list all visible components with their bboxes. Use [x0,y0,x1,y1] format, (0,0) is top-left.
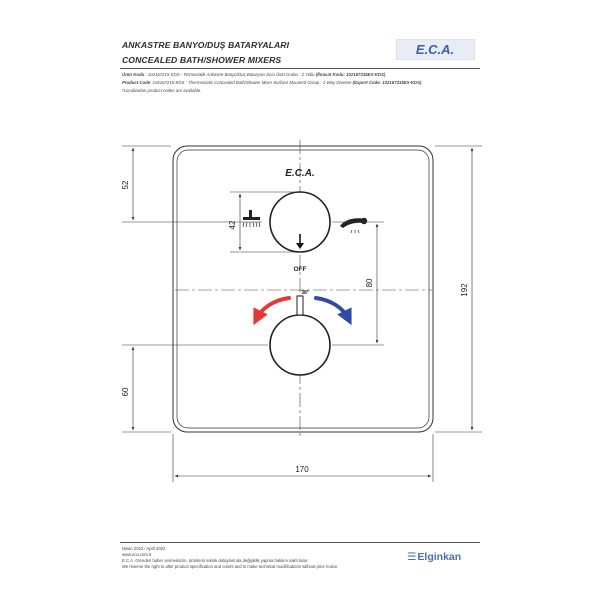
dimension-width-value: 170 [295,465,309,474]
elginkan-mark-icon: ☰ [407,551,417,563]
logo-text: E.C.A. [415,42,455,57]
dimension-width [173,434,433,482]
thermostat-indicator [297,296,303,315]
order-text-en: : 102167215-KDS - Thermostatic Concealed Bath/Shower Mixer Surface Mounted Group - 2 Way Diverter [150,80,352,85]
footer-disclaimer-en: We reserve the right to alter product specification and colors and to make technical modifications without prior notice. [122,564,339,569]
footer-divider [120,542,480,543]
localization-note: *Localization product codes are available. [122,88,202,93]
elginkan-logo [407,551,461,563]
bath-spout-icon [243,210,260,227]
order-label-tr: Ürün Kodu [122,72,145,77]
thermostat-knob [270,315,330,375]
order-label-en: Product Code [122,80,151,85]
off-label: OFF [293,266,307,273]
hot-arrow-icon [257,298,289,318]
dimension-top-value: 52 [121,180,130,190]
export-label-en: (Export Code: 102167315EX-KDS) [352,80,422,85]
dimension-spacing [332,222,384,345]
plate-outer-outline [173,146,433,432]
footer-site: www.eca.com.tr [122,552,152,557]
footer-disclaimer-tr: E.C.A. önceden haber vermeksizin, ürünlerin teknik detaylarında değişiklik yapma hakkını saklı tutar. [122,558,309,563]
title-english: CONCEALED BATH/SHOWER MIXERS [122,55,282,65]
elginkan-text: Elginkan [417,551,462,563]
order-text-tr: : 102167215-KDS - Termostatik Ankastre Banyo/Duş Bataryası Sıva Üstü Grubu - 2 Yollu [144,72,315,77]
dimension-height [435,146,482,432]
dimension-top [121,146,262,222]
dimension-knob-value: 42 [228,220,237,230]
title-turkish: ANKASTRE BANYO/DUŞ BATARYALARI [122,40,290,50]
export-label-tr: (İhracat Kodu: 102167315EX-KDS) [315,72,386,77]
plate-brand-mark: E.C.A. [285,168,315,179]
dimension-spacing-value: 80 [365,278,374,288]
temperature-label: 38° [301,290,309,296]
cold-arrow-icon [316,298,348,318]
dimension-bottom [121,345,268,432]
dimension-bottom-value: 60 [121,387,130,397]
footer-date: Nisan 2022 / April 2022 [122,546,166,551]
dimension-height-value: 192 [460,283,469,297]
hand-shower-icon [340,218,367,233]
